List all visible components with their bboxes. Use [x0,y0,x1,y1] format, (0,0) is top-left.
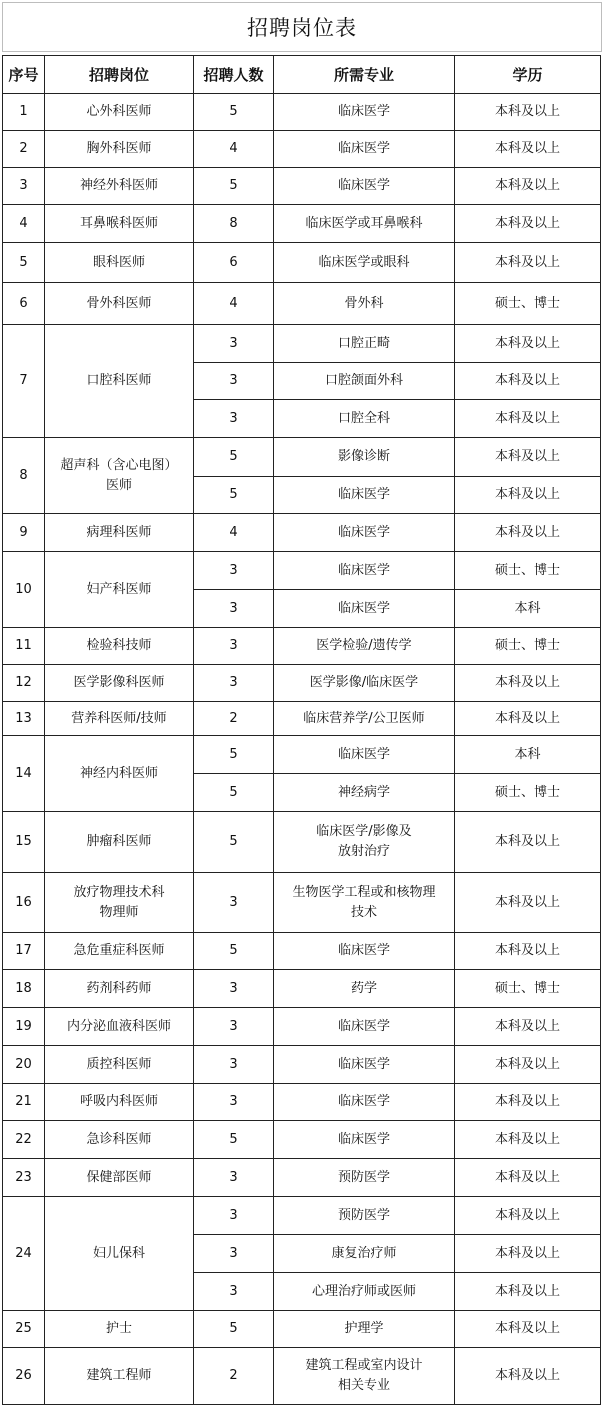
row-number-cell: 20 [3,1046,45,1084]
position-cell: 护士 [45,1311,194,1348]
education-cell: 本科及以上 [455,933,601,970]
count-cell: 3 [194,1197,274,1235]
table-row [3,1197,601,1235]
row-number-cell: 9 [3,514,45,552]
major-cell: 口腔颌面外科 [274,363,455,400]
position-cell: 建筑工程师 [45,1348,194,1405]
count-cell: 3 [194,1235,274,1273]
table-row [3,1046,601,1084]
table-row [3,1311,601,1348]
position-cell: 放疗物理技术科 物理师 [45,873,194,933]
education-cell: 本科及以上 [455,702,601,736]
major-cell: 临床营养学/公卫医师 [274,702,455,736]
major-cell: 影像诊断 [274,438,455,477]
row-number-cell: 25 [3,1311,45,1348]
row-number-cell: 6 [3,283,45,325]
table-row [3,933,601,970]
recruitment-table [2,55,601,1405]
major-cell: 临床医学/影像及 放射治疗 [274,812,455,873]
position-cell: 质控科医师 [45,1046,194,1084]
header-cell-major: 所需专业 [274,56,455,94]
table-row [3,736,601,774]
row-number-cell: 17 [3,933,45,970]
header-cell-no: 序号 [3,56,45,94]
position-cell: 眼科医师 [45,243,194,283]
row-number-cell: 21 [3,1084,45,1121]
major-cell: 临床医学 [274,131,455,168]
row-number-cell: 13 [3,702,45,736]
table-row [3,873,601,933]
major-cell: 康复治疗师 [274,1235,455,1273]
count-cell: 3 [194,970,274,1008]
major-cell: 临床医学或眼科 [274,243,455,283]
row-number-cell: 11 [3,628,45,665]
row-number-cell: 7 [3,325,45,438]
header-cell-education: 学历 [455,56,601,94]
education-cell: 硕士、博士 [455,970,601,1008]
position-cell: 胸外科医师 [45,131,194,168]
major-cell: 药学 [274,970,455,1008]
major-cell: 心理治疗师或医师 [274,1273,455,1311]
education-cell: 本科及以上 [455,873,601,933]
major-cell: 建筑工程或室内设计 相关专业 [274,1348,455,1405]
education-cell: 本科及以上 [455,168,601,205]
major-cell: 临床医学 [274,933,455,970]
table-row [3,283,601,325]
education-cell: 本科及以上 [455,1273,601,1311]
table-row [3,1121,601,1159]
education-cell: 本科 [455,590,601,628]
major-cell: 临床医学或耳鼻喉科 [274,205,455,243]
count-cell: 3 [194,552,274,590]
position-cell: 保健部医师 [45,1159,194,1197]
position-cell: 耳鼻喉科医师 [45,205,194,243]
table-row [3,168,601,205]
education-cell: 硕士、博士 [455,552,601,590]
row-number-cell: 26 [3,1348,45,1405]
major-cell: 口腔全科 [274,400,455,438]
table-row [3,665,601,702]
education-cell: 本科及以上 [455,1197,601,1235]
count-cell: 3 [194,628,274,665]
count-cell: 5 [194,736,274,774]
education-cell: 本科及以上 [455,514,601,552]
row-number-cell: 24 [3,1197,45,1311]
position-cell: 药剂科药师 [45,970,194,1008]
count-cell: 5 [194,933,274,970]
row-number-cell: 18 [3,970,45,1008]
position-cell: 急危重症科医师 [45,933,194,970]
position-cell: 内分泌血液科医师 [45,1008,194,1046]
table-row [3,325,601,363]
count-cell: 5 [194,1121,274,1159]
count-cell: 3 [194,325,274,363]
count-cell: 3 [194,1084,274,1121]
table-row [3,552,601,590]
major-cell: 临床医学 [274,168,455,205]
count-cell: 4 [194,283,274,325]
count-cell: 5 [194,168,274,205]
position-cell: 妇产科医师 [45,552,194,628]
education-cell: 硕士、博士 [455,628,601,665]
major-cell: 临床医学 [274,1046,455,1084]
table-row [3,1084,601,1121]
major-cell: 临床医学 [274,514,455,552]
table-row [3,1348,601,1405]
count-cell: 2 [194,702,274,736]
row-number-cell: 19 [3,1008,45,1046]
count-cell: 5 [194,812,274,873]
row-number-cell: 8 [3,438,45,514]
major-cell: 生物医学工程或和核物理 技术 [274,873,455,933]
row-number-cell: 22 [3,1121,45,1159]
education-cell: 硕士、博士 [455,774,601,812]
row-number-cell: 2 [3,131,45,168]
major-cell: 骨外科 [274,283,455,325]
table-row [3,438,601,477]
position-cell: 心外科医师 [45,94,194,131]
count-cell: 5 [194,774,274,812]
education-cell: 本科及以上 [455,1348,601,1405]
major-cell: 临床医学 [274,590,455,628]
count-cell: 3 [194,873,274,933]
count-cell: 4 [194,131,274,168]
education-cell: 本科及以上 [455,363,601,400]
education-cell: 本科及以上 [455,812,601,873]
position-cell: 呼吸内科医师 [45,1084,194,1121]
count-cell: 5 [194,477,274,514]
position-cell: 骨外科医师 [45,283,194,325]
table-row [3,1008,601,1046]
major-cell: 临床医学 [274,1008,455,1046]
major-cell: 临床医学 [274,552,455,590]
row-number-cell: 16 [3,873,45,933]
major-cell: 临床医学 [274,94,455,131]
row-number-cell: 23 [3,1159,45,1197]
count-cell: 3 [194,1008,274,1046]
education-cell: 本科及以上 [455,400,601,438]
header-cell-count: 招聘人数 [194,56,274,94]
row-number-cell: 3 [3,168,45,205]
education-cell: 本科及以上 [455,94,601,131]
row-number-cell: 4 [3,205,45,243]
major-cell: 临床医学 [274,1084,455,1121]
count-cell: 5 [194,438,274,477]
row-number-cell: 12 [3,665,45,702]
education-cell: 本科及以上 [455,477,601,514]
table-row [3,628,601,665]
major-cell: 护理学 [274,1311,455,1348]
major-cell: 神经病学 [274,774,455,812]
education-cell: 本科及以上 [455,131,601,168]
count-cell: 6 [194,243,274,283]
count-cell: 3 [194,590,274,628]
count-cell: 3 [194,1046,274,1084]
row-number-cell: 14 [3,736,45,812]
major-cell: 临床医学 [274,477,455,514]
count-cell: 2 [194,1348,274,1405]
education-cell: 本科及以上 [455,325,601,363]
position-cell: 神经内科医师 [45,736,194,812]
position-cell: 营养科医师/技师 [45,702,194,736]
education-cell: 本科及以上 [455,1084,601,1121]
position-cell: 妇儿保科 [45,1197,194,1311]
table-row [3,94,601,131]
count-cell: 5 [194,94,274,131]
education-cell: 本科及以上 [455,438,601,477]
education-cell: 硕士、博士 [455,283,601,325]
count-cell: 3 [194,363,274,400]
row-number-cell: 1 [3,94,45,131]
position-cell: 检验科技师 [45,628,194,665]
position-cell: 肿瘤科医师 [45,812,194,873]
row-number-cell: 5 [3,243,45,283]
education-cell: 本科及以上 [455,1008,601,1046]
education-cell: 本科及以上 [455,665,601,702]
position-cell: 超声科（含心电图） 医师 [45,438,194,514]
count-cell: 3 [194,665,274,702]
count-cell: 3 [194,1159,274,1197]
table-body [3,94,601,1405]
row-number-cell: 15 [3,812,45,873]
education-cell: 本科及以上 [455,1046,601,1084]
header-cell-position: 招聘岗位 [45,56,194,94]
count-cell: 5 [194,1311,274,1348]
count-cell: 4 [194,514,274,552]
table-row [3,514,601,552]
table-row [3,1159,601,1197]
education-cell: 本科及以上 [455,1311,601,1348]
table-title: 招聘岗位表 [2,2,602,52]
major-cell: 口腔正畸 [274,325,455,363]
major-cell: 医学影像/临床医学 [274,665,455,702]
table-row [3,702,601,736]
position-cell: 医学影像科医师 [45,665,194,702]
header-row [3,56,601,94]
table-row [3,131,601,168]
major-cell: 医学检验/遗传学 [274,628,455,665]
major-cell: 临床医学 [274,1121,455,1159]
education-cell: 本科及以上 [455,1159,601,1197]
education-cell: 本科 [455,736,601,774]
education-cell: 本科及以上 [455,205,601,243]
education-cell: 本科及以上 [455,243,601,283]
major-cell: 预防医学 [274,1159,455,1197]
position-cell: 病理科医师 [45,514,194,552]
major-cell: 临床医学 [274,736,455,774]
education-cell: 本科及以上 [455,1235,601,1273]
table-row [3,243,601,283]
table-row [3,970,601,1008]
count-cell: 8 [194,205,274,243]
major-cell: 预防医学 [274,1197,455,1235]
table-row [3,205,601,243]
position-cell: 神经外科医师 [45,168,194,205]
education-cell: 本科及以上 [455,1121,601,1159]
count-cell: 3 [194,1273,274,1311]
row-number-cell: 10 [3,552,45,628]
table-row [3,812,601,873]
count-cell: 3 [194,400,274,438]
position-cell: 口腔科医师 [45,325,194,438]
position-cell: 急诊科医师 [45,1121,194,1159]
